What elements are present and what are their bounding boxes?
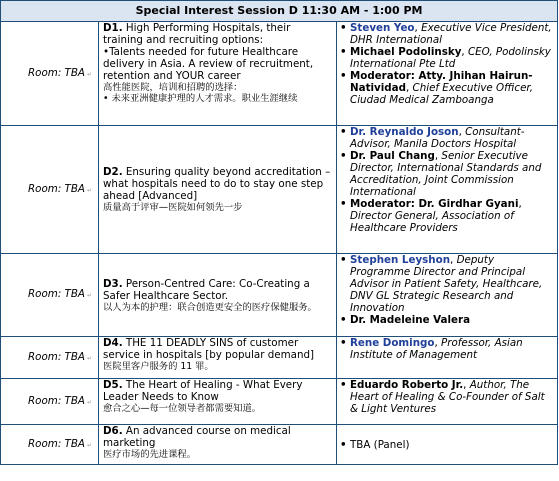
session-title-text: High Performing Hospitals, their training and recruiting options: bbox=[103, 22, 291, 46]
speaker-list bbox=[340, 126, 554, 234]
session-title-text: Ensuring quality beyond accreditation – what hospitals need to do to stay one step ahead [Advanced] bbox=[103, 166, 331, 202]
speaker-name: Michael Podolinsky bbox=[350, 46, 462, 58]
session-title-text: Person-Centred Care: Co-Creating a Safer Healthcare Sector. bbox=[103, 277, 310, 302]
speaker-role: Executive Vice President, DHR International bbox=[350, 22, 552, 46]
session-number: D1. bbox=[103, 22, 123, 34]
room-cell: Room: TBA ↵ bbox=[1, 337, 99, 379]
speaker-role: Chief Executive Officer, Ciudad Medical Zamboanga bbox=[350, 82, 533, 106]
topic-cell bbox=[99, 337, 337, 379]
speaker-item: • Rene Domingo, Professor, Asian Institute of Management bbox=[340, 337, 554, 361]
speaker-item: • Eduardo Roberto Jr., Author, The Heart of Healing & Co-Founder of Salt & Light Ventures bbox=[340, 379, 554, 415]
speaker-name: Moderator: Atty. Jhihan Hairun-Natividad bbox=[350, 70, 533, 94]
topic-cell bbox=[99, 254, 337, 337]
topic-chinese: 医疗市场的先进课程。 bbox=[103, 449, 196, 460]
topic-chinese: 愈合之心—每一位领导者都需要知道。 bbox=[103, 403, 262, 414]
topic-chinese: 以人为本的护理：联合创造更安全的医疗保健服务。 bbox=[103, 301, 317, 313]
speaker-role: Senior Executive Director, International Standards and Accreditation, Joint Commission International bbox=[350, 150, 542, 198]
speaker-list bbox=[340, 22, 554, 106]
speaker-name: Steven Yeo bbox=[350, 22, 415, 34]
speaker-item bbox=[340, 439, 554, 451]
speaker-item: • Moderator: Dr. Girdhar Gyani, Director General, Association of Healthcare Providers bbox=[340, 198, 554, 234]
room-cell: Room: TBA ↵ bbox=[1, 379, 99, 425]
session-number: D4. bbox=[103, 337, 123, 349]
room-cell: Room: TBA ↵ bbox=[1, 425, 99, 465]
topic-cell bbox=[99, 126, 337, 254]
topic-chinese: 高性能医院，培训和招聘的选择： bbox=[103, 82, 243, 93]
room-cell: Room: TBA ↵ bbox=[1, 254, 99, 337]
topic-chinese: 质量高于评审—医院如何领先一步 bbox=[103, 202, 243, 213]
session-number: D6. bbox=[103, 425, 123, 437]
speaker-list bbox=[340, 379, 554, 415]
speaker-role: TBA (Panel) bbox=[350, 438, 410, 451]
speaker-name: Eduardo Roberto Jr. bbox=[350, 379, 464, 391]
speaker-item: • Dr. Reynaldo Joson, Consultant-Advisor, Manila Doctors Hospital bbox=[340, 126, 554, 150]
speaker-name: Stephen Leyshon bbox=[350, 254, 451, 266]
room-cell: Room: TBA ↵ bbox=[1, 22, 99, 126]
session-title: Special Interest Session D 11:30 AM - 1:00 PM bbox=[1, 1, 558, 22]
speaker-item: • Michael Podolinsky, CEO, Podolinsky International Pte Ltd bbox=[340, 46, 554, 70]
speakers-cell bbox=[337, 126, 558, 254]
session-row-d6 bbox=[1, 425, 558, 465]
speaker-list bbox=[340, 254, 554, 326]
speaker-item: • Stephen Leyshon, Deputy Programme Director and Principal Advisor in Patient Safety, Healthcare, DNV GL Strategic Research and Innovation bbox=[340, 254, 554, 314]
speakers-cell bbox=[337, 337, 558, 379]
topic-cell bbox=[99, 22, 337, 126]
session-row-d1 bbox=[1, 22, 558, 126]
speaker-role: Professor, Asian Institute of Management bbox=[350, 337, 523, 361]
topic-bullet: •Talents needed for future Healthcare delivery in Asia. A review of recruitment, retention and YOUR career bbox=[103, 46, 314, 82]
speaker-list bbox=[340, 439, 554, 451]
session-number: D2. bbox=[103, 166, 123, 178]
speaker-item: • Steven Yeo, Executive Vice President, DHR International bbox=[340, 22, 554, 46]
speaker-role: Deputy Programme Director and Principal Advisor in Patient Safety, Healthcare, DNV GL Strategic Research and Innovation bbox=[350, 254, 543, 314]
speaker-item: • Dr. Paul Chang, Senior Executive Director, International Standards and Accreditation, Joint Commission International bbox=[340, 150, 554, 198]
speaker-item: • Moderator: Atty. Jhihan Hairun-Natividad, Chief Executive Officer, Ciudad Medical Zamboanga bbox=[340, 70, 554, 106]
session-title-text: THE 11 DEADLY SINS of customer service in hospitals [by popular demand] bbox=[103, 337, 315, 361]
topic-chinese: 医院里客户服务的 11 罪。 bbox=[103, 361, 214, 372]
topic-cell bbox=[99, 379, 337, 425]
session-row-d3 bbox=[1, 254, 558, 337]
session-title-text: An advanced course on medical marketing bbox=[103, 425, 291, 449]
speaker-role: CEO, Podolinsky International Pte Ltd bbox=[350, 46, 551, 70]
speaker-name: Dr. Madeleine Valera bbox=[350, 314, 471, 326]
session-row-d2 bbox=[1, 126, 558, 254]
room-cell: Room: TBA ↵ bbox=[1, 126, 99, 254]
speaker-role: Director General, Association of Healthcare Providers bbox=[350, 210, 514, 234]
speakers-cell bbox=[337, 425, 558, 465]
speakers-cell bbox=[337, 254, 558, 337]
topic-cell bbox=[99, 425, 337, 465]
topic-chinese: • 未来亚洲健康护理的人才需求。职业生涯继续 bbox=[103, 93, 298, 104]
speaker-list bbox=[340, 337, 554, 361]
speaker-name: Dr. Reynaldo Joson bbox=[350, 126, 459, 138]
session-number: D3. bbox=[103, 277, 123, 290]
speaker-name: Rene Domingo bbox=[350, 337, 435, 349]
session-row-d4 bbox=[1, 337, 558, 379]
speakers-cell bbox=[337, 379, 558, 425]
session-header-row bbox=[1, 1, 558, 22]
speaker-role: Consultant-Advisor, Manila Doctors Hospital bbox=[350, 126, 525, 150]
speaker-role: Author, The Heart of Healing & Co-Founder of Salt & Light Ventures bbox=[350, 379, 545, 415]
speaker-name: Moderator: Dr. Girdhar Gyani bbox=[350, 198, 519, 210]
session-row-d5 bbox=[1, 379, 558, 425]
session-title-text: The Heart of Healing - What Every Leader Needs to Know bbox=[103, 379, 303, 403]
session-number: D5. bbox=[103, 379, 123, 391]
speakers-cell bbox=[337, 22, 558, 126]
speaker-item bbox=[340, 314, 554, 326]
speaker-name: Dr. Paul Chang bbox=[350, 150, 435, 162]
